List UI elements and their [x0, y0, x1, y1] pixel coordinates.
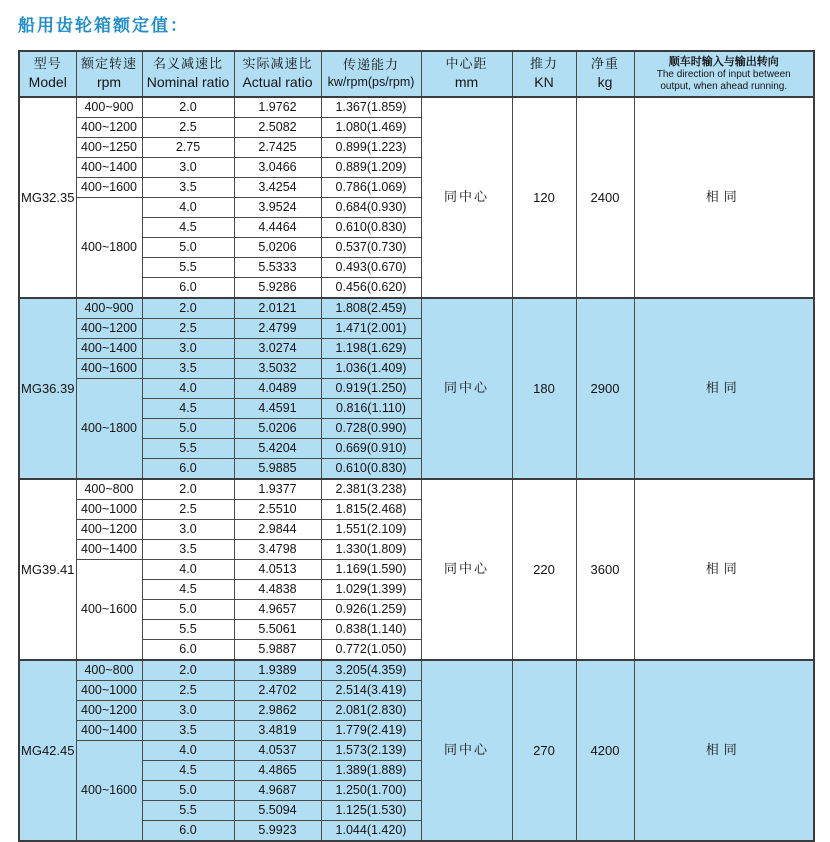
capacity-cell: 3.205(4.359) — [321, 660, 421, 681]
rpm-range-cell: 400~1400 — [76, 540, 142, 560]
col-header-en: mm — [454, 74, 479, 91]
capacity-cell: 1.808(2.459) — [321, 298, 421, 319]
actual-ratio-cell: 2.5082 — [234, 118, 321, 138]
nominal-ratio-cell: 6.0 — [142, 821, 234, 842]
nominal-ratio-cell: 3.0 — [142, 701, 234, 721]
col-header-rpm — [76, 51, 142, 97]
col-header-en: rpm — [96, 74, 122, 91]
rpm-range-cell: 400~1600 — [76, 560, 142, 661]
net-weight-cell: 3600 — [576, 479, 634, 660]
nominal-ratio-cell: 4.5 — [142, 218, 234, 238]
rpm-range-cell: 400~1800 — [76, 379, 142, 480]
actual-ratio-cell: 4.0537 — [234, 741, 321, 761]
nominal-ratio-cell: 5.0 — [142, 238, 234, 258]
net-weight-cell: 2400 — [576, 97, 634, 298]
actual-ratio-cell: 5.5333 — [234, 258, 321, 278]
actual-ratio-cell: 2.5510 — [234, 500, 321, 520]
actual-ratio-cell: 3.0274 — [234, 339, 321, 359]
nominal-ratio-cell: 6.0 — [142, 278, 234, 299]
page-title: 船用齿轮箱额定值： — [18, 16, 189, 36]
col-header-nominal-ratio — [142, 51, 234, 97]
center-distance-cell: 同中心 — [421, 479, 512, 660]
actual-ratio-cell: 4.4591 — [234, 399, 321, 419]
rpm-range-cell: 400~1200 — [76, 520, 142, 540]
nominal-ratio-cell: 3.5 — [142, 359, 234, 379]
header-row — [19, 51, 814, 97]
capacity-cell: 0.610(0.830) — [321, 459, 421, 480]
capacity-cell: 0.537(0.730) — [321, 238, 421, 258]
capacity-cell: 0.456(0.620) — [321, 278, 421, 299]
model-cell: MG39.41 — [19, 479, 76, 660]
capacity-cell: 1.036(1.409) — [321, 359, 421, 379]
nominal-ratio-cell: 2.5 — [142, 500, 234, 520]
actual-ratio-cell: 2.9844 — [234, 520, 321, 540]
col-header-en: Nominal ratio — [146, 74, 230, 91]
col-header-zh: 推力 — [529, 57, 558, 73]
col-header-en: Model — [28, 74, 67, 91]
col-header-en: Actual ratio — [242, 74, 313, 91]
model-cell: MG32.35 — [19, 97, 76, 298]
col-header-zh: 名义减速比 — [152, 57, 223, 73]
nominal-ratio-cell: 3.0 — [142, 339, 234, 359]
nominal-ratio-cell: 4.5 — [142, 399, 234, 419]
actual-ratio-cell: 5.0206 — [234, 238, 321, 258]
col-header-en: kg — [597, 74, 613, 91]
actual-ratio-cell: 1.9762 — [234, 97, 321, 118]
nominal-ratio-cell: 4.5 — [142, 580, 234, 600]
capacity-cell: 2.081(2.830) — [321, 701, 421, 721]
capacity-cell: 1.125(1.530) — [321, 801, 421, 821]
nominal-ratio-cell: 4.0 — [142, 560, 234, 580]
nominal-ratio-cell: 2.5 — [142, 681, 234, 701]
col-header-zh: 中心距 — [445, 57, 488, 73]
capacity-cell: 1.330(1.809) — [321, 540, 421, 560]
nominal-ratio-cell: 2.0 — [142, 660, 234, 681]
nominal-ratio-cell: 2.5 — [142, 319, 234, 339]
table-row — [19, 298, 814, 319]
actual-ratio-cell: 4.4464 — [234, 218, 321, 238]
capacity-cell: 0.669(0.910) — [321, 439, 421, 459]
rpm-range-cell: 400~1400 — [76, 721, 142, 741]
actual-ratio-cell: 4.9657 — [234, 600, 321, 620]
actual-ratio-cell: 5.9286 — [234, 278, 321, 299]
capacity-cell: 2.514(3.419) — [321, 681, 421, 701]
rpm-range-cell: 400~1000 — [76, 500, 142, 520]
center-distance-cell: 同中心 — [421, 660, 512, 841]
nominal-ratio-cell: 4.5 — [142, 761, 234, 781]
col-header-zh: 顺车时输入与输出转向 — [668, 54, 779, 68]
capacity-cell: 0.926(1.259) — [321, 600, 421, 620]
rpm-range-cell: 400~1400 — [76, 339, 142, 359]
actual-ratio-cell: 1.9377 — [234, 479, 321, 500]
actual-ratio-cell: 4.0513 — [234, 560, 321, 580]
rpm-range-cell: 400~1200 — [76, 118, 142, 138]
col-header-zh: 实际减速比 — [242, 57, 313, 73]
nominal-ratio-cell: 3.0 — [142, 520, 234, 540]
actual-ratio-cell: 3.4819 — [234, 721, 321, 741]
nominal-ratio-cell: 3.5 — [142, 178, 234, 198]
rpm-range-cell: 400~1800 — [76, 198, 142, 299]
capacity-cell: 1.779(2.419) — [321, 721, 421, 741]
actual-ratio-cell: 3.4254 — [234, 178, 321, 198]
nominal-ratio-cell: 5.5 — [142, 801, 234, 821]
capacity-cell: 1.169(1.590) — [321, 560, 421, 580]
net-weight-cell: 4200 — [576, 660, 634, 841]
capacity-cell: 0.838(1.140) — [321, 620, 421, 640]
nominal-ratio-cell: 5.0 — [142, 600, 234, 620]
center-distance-cell: 同中心 — [421, 298, 512, 479]
capacity-cell: 1.080(1.469) — [321, 118, 421, 138]
direction-cell: 相同 — [634, 97, 814, 298]
nominal-ratio-cell: 5.5 — [142, 258, 234, 278]
thrust-cell: 120 — [512, 97, 576, 298]
actual-ratio-cell: 2.4702 — [234, 681, 321, 701]
center-distance-cell: 同中心 — [421, 97, 512, 298]
table-header — [19, 51, 814, 97]
actual-ratio-cell: 4.9687 — [234, 781, 321, 801]
capacity-cell: 0.816(1.110) — [321, 399, 421, 419]
actual-ratio-cell: 5.9887 — [234, 640, 321, 661]
rpm-range-cell: 400~1000 — [76, 681, 142, 701]
thrust-cell: 220 — [512, 479, 576, 660]
capacity-cell: 1.551(2.109) — [321, 520, 421, 540]
col-header-thrust — [512, 51, 576, 97]
capacity-cell: 0.493(0.670) — [321, 258, 421, 278]
rpm-range-cell: 400~900 — [76, 298, 142, 319]
capacity-cell: 1.367(1.859) — [321, 97, 421, 118]
col-header-en: The direction of input between output, when ahead running. — [656, 69, 791, 93]
col-header-net-weight — [576, 51, 634, 97]
nominal-ratio-cell: 4.0 — [142, 741, 234, 761]
rpm-range-cell: 400~1600 — [76, 178, 142, 198]
col-header-model — [19, 51, 76, 97]
capacity-cell: 0.772(1.050) — [321, 640, 421, 661]
actual-ratio-cell: 4.4865 — [234, 761, 321, 781]
col-header-capacity — [321, 51, 421, 97]
col-header-zh: 传递能力 — [342, 58, 399, 74]
actual-ratio-cell: 2.9862 — [234, 701, 321, 721]
capacity-cell: 1.389(1.889) — [321, 761, 421, 781]
rpm-range-cell: 400~1200 — [76, 701, 142, 721]
capacity-cell: 2.381(3.238) — [321, 479, 421, 500]
capacity-cell: 0.610(0.830) — [321, 218, 421, 238]
capacity-cell: 1.815(2.468) — [321, 500, 421, 520]
capacity-cell: 1.044(1.420) — [321, 821, 421, 842]
actual-ratio-cell: 4.0489 — [234, 379, 321, 399]
actual-ratio-cell: 3.9524 — [234, 198, 321, 218]
rpm-range-cell: 400~1200 — [76, 319, 142, 339]
nominal-ratio-cell: 6.0 — [142, 459, 234, 480]
col-header-zh: 净重 — [590, 57, 619, 73]
actual-ratio-cell: 4.4838 — [234, 580, 321, 600]
col-header-center-distance — [421, 51, 512, 97]
actual-ratio-cell: 3.4798 — [234, 540, 321, 560]
nominal-ratio-cell: 4.0 — [142, 198, 234, 218]
nominal-ratio-cell: 2.5 — [142, 118, 234, 138]
actual-ratio-cell: 3.5032 — [234, 359, 321, 379]
nominal-ratio-cell: 2.75 — [142, 138, 234, 158]
rpm-range-cell: 400~900 — [76, 97, 142, 118]
table-body — [19, 97, 814, 841]
capacity-cell: 1.573(2.139) — [321, 741, 421, 761]
capacity-cell: 1.250(1.700) — [321, 781, 421, 801]
actual-ratio-cell: 2.4799 — [234, 319, 321, 339]
model-cell: MG42.45 — [19, 660, 76, 841]
nominal-ratio-cell: 5.0 — [142, 419, 234, 439]
actual-ratio-cell: 2.7425 — [234, 138, 321, 158]
nominal-ratio-cell: 2.0 — [142, 298, 234, 319]
col-header-en: kw/rpm(ps/rpm) — [327, 74, 415, 89]
capacity-cell: 1.471(2.001) — [321, 319, 421, 339]
thrust-cell: 270 — [512, 660, 576, 841]
actual-ratio-cell: 5.9923 — [234, 821, 321, 842]
table-row — [19, 97, 814, 118]
table-row — [19, 479, 814, 500]
capacity-cell: 0.684(0.930) — [321, 198, 421, 218]
nominal-ratio-cell: 5.5 — [142, 439, 234, 459]
actual-ratio-cell: 3.0466 — [234, 158, 321, 178]
direction-cell: 相同 — [634, 479, 814, 660]
rpm-range-cell: 400~1600 — [76, 359, 142, 379]
actual-ratio-cell: 5.0206 — [234, 419, 321, 439]
rpm-range-cell: 400~800 — [76, 660, 142, 681]
rpm-range-cell: 400~1400 — [76, 158, 142, 178]
table-row — [19, 660, 814, 681]
actual-ratio-cell: 1.9389 — [234, 660, 321, 681]
capacity-cell: 0.786(1.069) — [321, 178, 421, 198]
nominal-ratio-cell: 2.0 — [142, 479, 234, 500]
nominal-ratio-cell: 5.0 — [142, 781, 234, 801]
col-header-en: KN — [534, 74, 554, 91]
rpm-range-cell: 400~1250 — [76, 138, 142, 158]
capacity-cell: 0.919(1.250) — [321, 379, 421, 399]
nominal-ratio-cell: 3.5 — [142, 721, 234, 741]
nominal-ratio-cell: 3.0 — [142, 158, 234, 178]
model-cell: MG36.39 — [19, 298, 76, 479]
col-header-zh: 额定转速 — [80, 57, 137, 73]
gearbox-ratings-table — [18, 50, 815, 842]
rpm-range-cell: 400~1600 — [76, 741, 142, 842]
thrust-cell: 180 — [512, 298, 576, 479]
nominal-ratio-cell: 2.0 — [142, 97, 234, 118]
direction-cell: 相同 — [634, 298, 814, 479]
nominal-ratio-cell: 4.0 — [142, 379, 234, 399]
capacity-cell: 1.198(1.629) — [321, 339, 421, 359]
nominal-ratio-cell: 3.5 — [142, 540, 234, 560]
actual-ratio-cell: 5.4204 — [234, 439, 321, 459]
col-header-actual-ratio — [234, 51, 321, 97]
col-header-direction — [634, 51, 814, 97]
rpm-range-cell: 400~800 — [76, 479, 142, 500]
actual-ratio-cell: 5.5061 — [234, 620, 321, 640]
nominal-ratio-cell: 5.5 — [142, 620, 234, 640]
col-header-zh: 型号 — [33, 57, 62, 73]
direction-cell: 相同 — [634, 660, 814, 841]
actual-ratio-cell: 5.9885 — [234, 459, 321, 480]
nominal-ratio-cell: 6.0 — [142, 640, 234, 661]
actual-ratio-cell: 5.5094 — [234, 801, 321, 821]
capacity-cell: 1.029(1.399) — [321, 580, 421, 600]
actual-ratio-cell: 2.0121 — [234, 298, 321, 319]
capacity-cell: 0.889(1.209) — [321, 158, 421, 178]
capacity-cell: 0.728(0.990) — [321, 419, 421, 439]
capacity-cell: 0.899(1.223) — [321, 138, 421, 158]
net-weight-cell: 2900 — [576, 298, 634, 479]
